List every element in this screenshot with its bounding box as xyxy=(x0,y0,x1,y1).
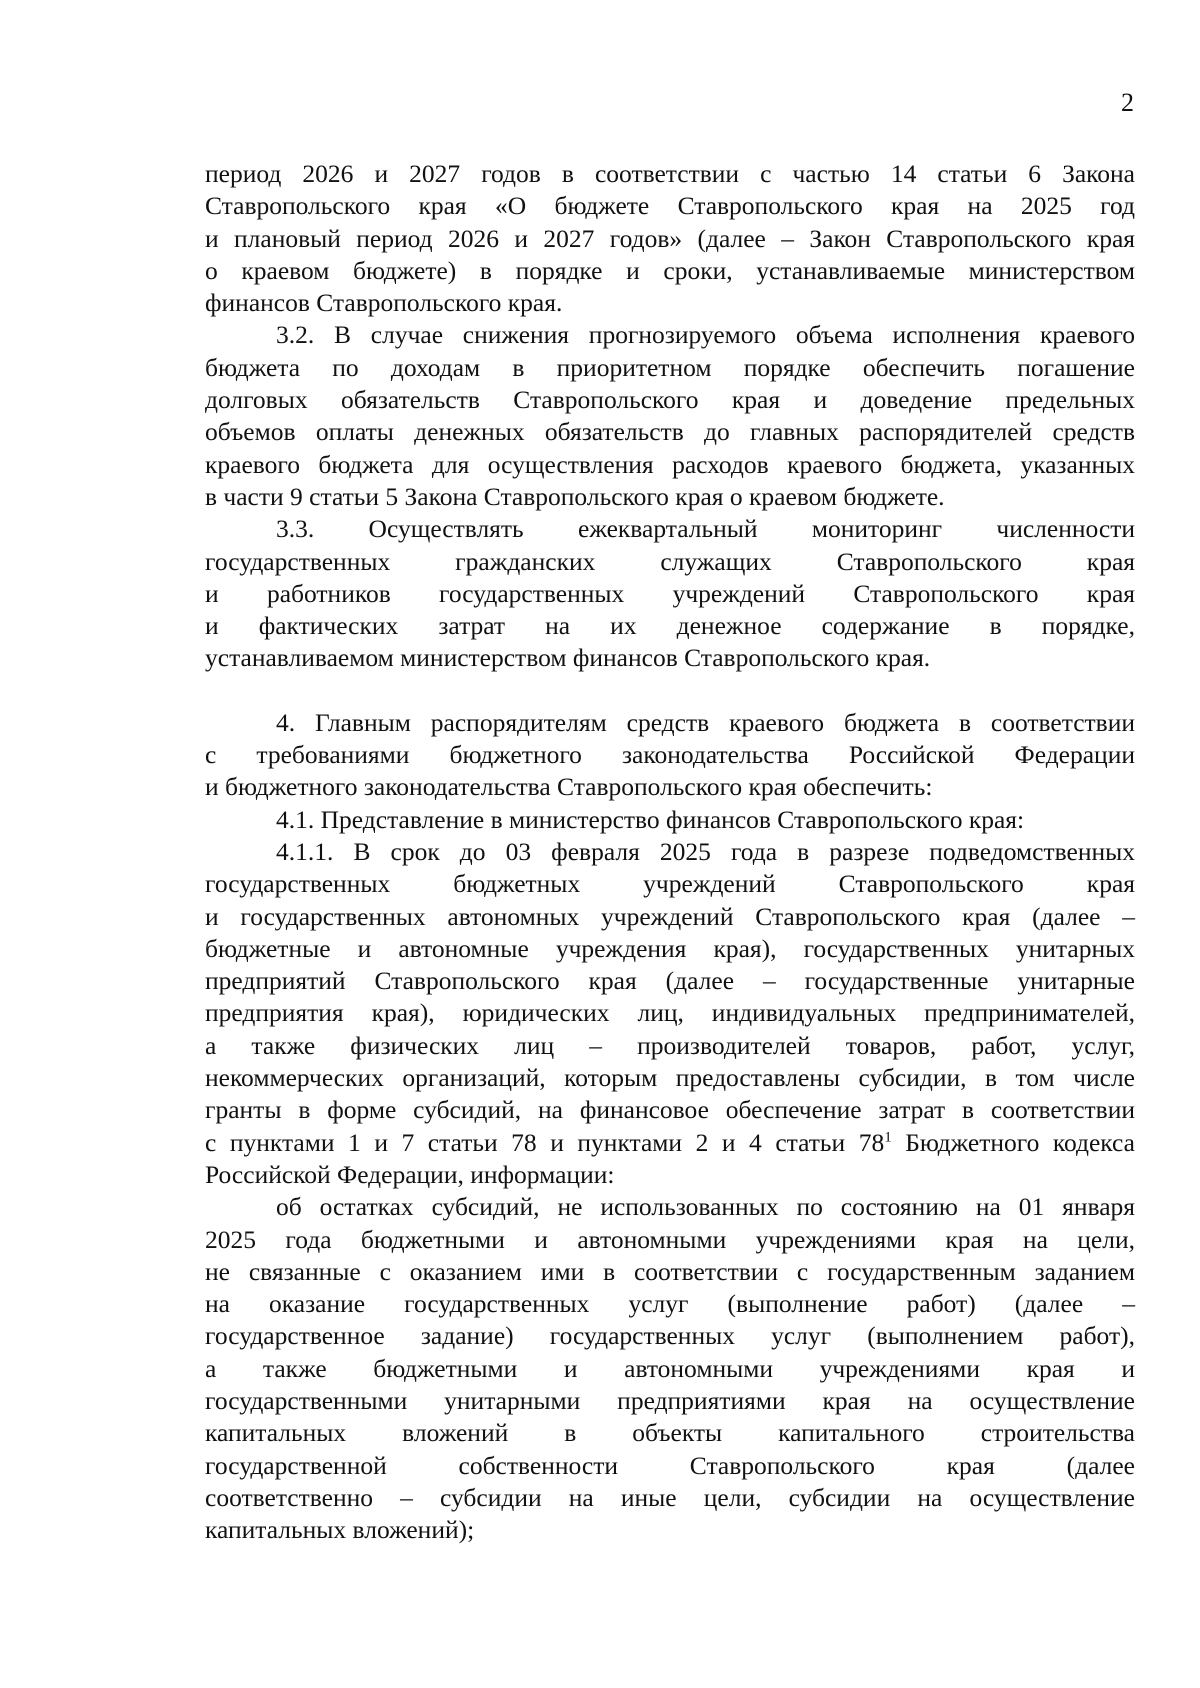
text-line xyxy=(205,836,1135,868)
text-line xyxy=(205,158,1135,190)
text-line xyxy=(205,255,1135,287)
paragraph-p-continuation xyxy=(205,158,1135,319)
text-line xyxy=(205,384,1135,416)
text-line-content: 4.1.1. В срок до 03 февраля 2025 года в разрезе подведомственных xyxy=(276,836,1135,866)
text-line-content: предприятий Ставропольского края (далее – государственные унитарные xyxy=(205,966,1135,996)
text-line xyxy=(205,1094,1135,1126)
text-line xyxy=(205,1191,1135,1223)
text-line xyxy=(205,1417,1135,1449)
text-line xyxy=(205,1062,1135,1094)
text-line-content: о краевом бюджете) в порядке и сроки, устанавливаемые министерством xyxy=(205,255,1135,285)
superscript: 1 xyxy=(884,1129,892,1146)
text-line xyxy=(205,868,1135,900)
text-line-content: государственных гражданских служащих Ставропольского края xyxy=(205,546,1135,576)
text-line-content: капитальных вложений в объекты капитального строительства xyxy=(205,1418,1135,1448)
text-line-content: государственных бюджетных учреждений Ставропольского края xyxy=(205,869,1135,899)
text-line-content: и работников государственных учреждений Ставропольского края xyxy=(205,578,1135,608)
text-line-content: не связанные с оказанием ими в соответствии с государственным заданием xyxy=(205,1256,1135,1286)
text-line-content: государственными унитарными предприятиями края на осуществление xyxy=(205,1385,1135,1415)
text-line-content: финансов Ставропольского края. xyxy=(205,288,563,318)
text-line-content: с пунктами 1 и 7 статьи 78 и пунктами 2 и 4 статьи 78 xyxy=(205,1127,885,1157)
text-line-content: соответственно – субсидии на иные цели, субсидии на осуществление xyxy=(205,1482,1135,1512)
text-line xyxy=(205,1127,1135,1159)
text-line xyxy=(205,481,1135,513)
text-line-content: капитальных вложений); xyxy=(205,1515,475,1545)
text-line-content: государственной собственности Ставропольского края (далее xyxy=(205,1450,1135,1480)
text-line-content: устанавливаемом министерством финансов Ставропольского края. xyxy=(205,643,931,673)
text-line xyxy=(205,416,1135,448)
text-line-content: об остатках субсидий, не использованных по состоянию на 01 января xyxy=(276,1192,1135,1222)
page-number: 2 xyxy=(1121,88,1134,117)
text-line xyxy=(205,1256,1135,1288)
text-line-content: 4. Главным распорядителям средств краевого бюджета в соответствии xyxy=(276,707,1135,737)
text-line-content: Ставропольского края «О бюджете Ставропольского края на 2025 год xyxy=(205,191,1135,221)
text-line-content: 3.2. В случае снижения прогнозируемого объема исполнения краевого xyxy=(276,320,1135,350)
text-line xyxy=(205,1482,1135,1514)
text-line xyxy=(205,223,1135,255)
text-line xyxy=(205,804,1135,836)
text-line-content: краевого бюджета для осуществления расходов краевого бюджета, указанных xyxy=(205,449,1135,479)
paragraph-p-4-1 xyxy=(205,804,1135,836)
text-line-content: а также бюджетными и автономными учреждениями края и xyxy=(205,1353,1135,1383)
text-line-content: период 2026 и 2027 годов в соответствии с частью 14 статьи 6 Закона xyxy=(205,159,1135,188)
text-line xyxy=(205,771,1135,803)
text-line-tail: Бюджетного кодекса xyxy=(891,1127,1135,1157)
text-line xyxy=(205,1030,1135,1062)
text-line xyxy=(205,1224,1135,1256)
text-line xyxy=(205,287,1135,319)
text-line-content: объемов оплаты денежных обязательств до главных распорядителей средств xyxy=(205,417,1135,447)
text-line-content: и фактических затрат на их денежное содержание в порядке, xyxy=(205,611,1135,641)
text-line-content: с требованиями бюджетного законодательства Российской Федерации xyxy=(205,740,1135,770)
text-line xyxy=(205,1450,1135,1482)
text-line xyxy=(205,933,1135,965)
text-line-content: предприятия края), юридических лиц, индивидуальных предпринимателей, xyxy=(205,998,1135,1028)
paragraph-p-4-1-1 xyxy=(205,836,1135,1191)
text-line-content: государственное задание) государственных услуг (выполнением работ), xyxy=(205,1321,1135,1351)
text-line-content: бюджетные и автономные учреждения края), государственных унитарных xyxy=(205,933,1135,963)
text-line xyxy=(205,1385,1135,1417)
text-line xyxy=(205,1288,1135,1320)
text-line-content: и государственных автономных учреждений Ставропольского края (далее – xyxy=(205,901,1135,931)
text-line-content: Российской Федерации, информации: xyxy=(205,1159,615,1189)
text-line xyxy=(205,1353,1135,1385)
text-line-content: долговых обязательств Ставропольского края и доведение предельных xyxy=(205,385,1135,415)
text-line xyxy=(205,190,1135,222)
text-line xyxy=(205,578,1135,610)
text-line xyxy=(205,901,1135,933)
text-line xyxy=(205,513,1135,545)
text-line-content: бюджета по доходам в приоритетном порядке обеспечить погашение xyxy=(205,352,1135,382)
text-line xyxy=(205,1159,1135,1191)
text-line xyxy=(205,707,1135,739)
text-line-content: а также физических лиц – производителей товаров, работ, услуг, xyxy=(205,1030,1135,1060)
text-line-content: на оказание государственных услуг (выполнение работ) (далее – xyxy=(205,1289,1135,1319)
text-line xyxy=(205,319,1135,351)
text-line xyxy=(205,997,1135,1029)
text-line xyxy=(205,739,1135,771)
text-line-content: 3.3. Осуществлять ежеквартальный мониторинг численности xyxy=(276,514,1135,544)
paragraph-p-subsidies xyxy=(205,1191,1135,1546)
text-line xyxy=(205,1514,1135,1546)
text-line-content: и бюджетного законодательства Ставропольского края обеспечить: xyxy=(205,772,933,802)
text-line-content: и плановый период 2026 и 2027 годов» (далее – Закон Ставропольского края xyxy=(205,223,1135,253)
paragraph-p-4 xyxy=(205,707,1135,804)
paragraph-p-3-2 xyxy=(205,319,1135,513)
text-line xyxy=(205,449,1135,481)
text-line xyxy=(205,546,1135,578)
text-line-content: 2025 года бюджетными и автономными учреждениями края на цели, xyxy=(205,1224,1135,1254)
text-line-content: 4.1. Представление в министерство финансов Ставропольского края: xyxy=(276,804,1025,834)
text-line xyxy=(205,642,1135,674)
text-line-content: некоммерческих организаций, которым предоставлены субсидии, в том числе xyxy=(205,1063,1135,1093)
text-line xyxy=(205,965,1135,997)
text-line xyxy=(205,610,1135,642)
document-body xyxy=(205,158,1135,1546)
paragraph-p-3-3 xyxy=(205,513,1135,674)
text-line xyxy=(205,352,1135,384)
text-line-content: в части 9 статьи 5 Закона Ставропольского края о краевом бюджете. xyxy=(205,481,945,511)
text-line-content: гранты в форме субсидий, на финансовое обеспечение затрат в соответствии xyxy=(205,1095,1135,1125)
text-line xyxy=(205,1320,1135,1352)
